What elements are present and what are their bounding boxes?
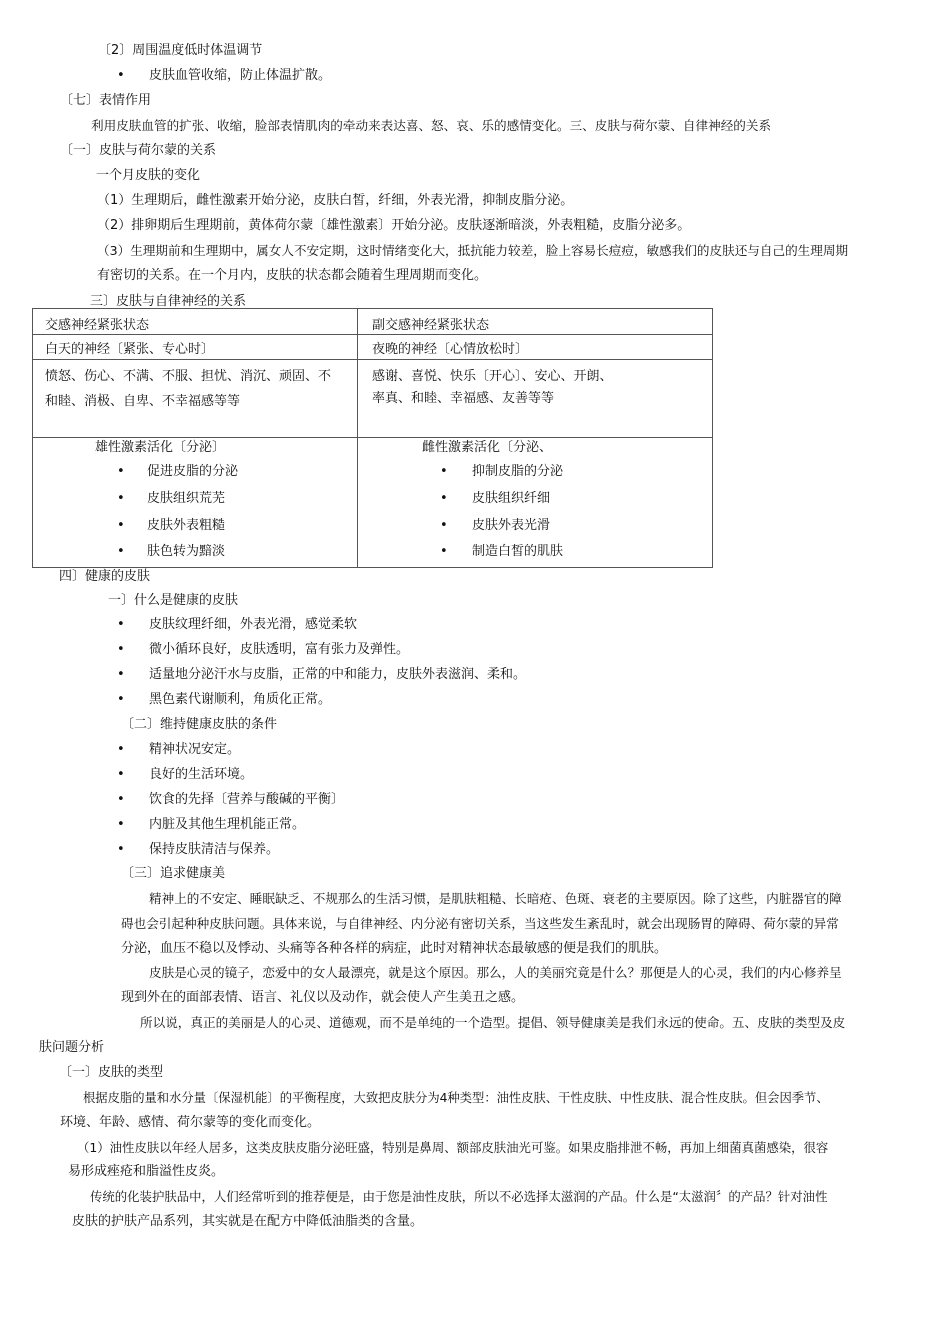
list-item: 皮肤纹理纤细，外表光滑，感觉柔软 (149, 617, 358, 632)
table-header-left: 交感神经紧张状态 (33, 309, 358, 335)
heading-hormone: 〔一〕皮肤与荷尔蒙的关系 (60, 143, 217, 158)
heading-expression: 〔七〕表情作用 (60, 93, 152, 108)
paragraph-line: （1）油性皮肤以年经人居多，这类皮肤皮脂分泌旺盛，特别是鼻周、额部皮肤油光可鉴。如果皮脂排泄不畅，再加上细菌真菌感染，很容 (77, 1140, 829, 1155)
list-item: 皮肤组织纤细 (472, 491, 551, 506)
list-item: 制造白皙的肌肤 (472, 544, 564, 559)
bullet-icon: • (117, 544, 125, 559)
subheading-month-change: 一个月皮肤的变化 (96, 168, 201, 183)
list-item: 适量地分泌汗水与皮脂，正常的中和能力，皮肤外表滋润、柔和。 (149, 667, 527, 682)
bullet-icon: • (117, 767, 125, 782)
bullet-icon: • (117, 692, 125, 707)
heading-healthy-skin: 四〕健康的皮肤 (59, 569, 151, 584)
heading-nerve: 三〕皮肤与自律神经的关系 (90, 294, 247, 309)
paragraph-line: 根据皮脂的量和水分量〔保湿机能〕的平衡程度，大致把皮肤分为4种类型：油性皮肤、干性皮肤、中性皮肤、混合性皮肤。但会因季节、 (83, 1091, 829, 1105)
bullet-icon: • (440, 491, 448, 506)
bullet-icon: • (117, 491, 125, 506)
bullet-icon: • (117, 792, 125, 807)
list-item: 微小循环良好，皮肤透明，富有张力及弹性。 (149, 642, 410, 657)
table-sub-right: 夜晚的神经〔心情放松时〕 (358, 335, 713, 360)
list-item: 皮肤外表粗糙 (147, 518, 226, 533)
list-item: 肤色转为黯淡 (147, 544, 226, 559)
paragraph-line: 皮肤是心灵的镜子，恋爱中的女人最漂亮，就是这个原因。那么，人的美丽究竟是什么？那便是人的心灵，我们的内心修养呈 (149, 965, 842, 980)
paragraph-line: 现到外在的面部表情、语言、礼仪以及动作，就会使人产生美丑之感。 (121, 990, 525, 1005)
table-header-right: 副交感神经紧张状态 (358, 309, 713, 335)
bullet-text: 皮肤血管收缩，防止体温扩散。 (149, 68, 332, 83)
list-item: 黑色素代谢顺利，角质化正常。 (149, 692, 332, 707)
bullet-icon: • (117, 642, 125, 657)
paragraph-line: 精神上的不安定、睡眠缺乏、不规那么的生活习惯，是肌肤粗糙、长暗疮、色斑、衰老的主要原因。除了这些，内脏器官的障 (149, 891, 842, 906)
bullet-icon: • (440, 464, 448, 479)
paragraph-line: 易形成痤疮和脂溢性皮炎。 (68, 1164, 225, 1179)
list-item: 饮食的先择〔营养与酸碱的平衡〕 (149, 792, 345, 807)
bullet-icon: • (117, 842, 125, 857)
list-item: 皮肤组织荒芜 (147, 491, 226, 506)
paragraph-line: 分泌，血压不稳以及悸动、头痛等各种各样的病症，此时对精神状态最敏感的便是我们的肌肤。 (121, 941, 668, 956)
nerve-comparison-table (32, 308, 713, 568)
bullet-icon: • (117, 817, 125, 832)
list-item: 保持皮肤清洁与保养。 (149, 842, 280, 857)
subheading-conditions: 〔二〕维持健康皮肤的条件 (121, 717, 278, 732)
paragraph-line: 皮肤的护肤产品系列，其实就是在配方中降低油脂类的含量。 (72, 1214, 424, 1229)
paragraph-line: 肤问题分析 (39, 1040, 105, 1055)
heading-skin-type: 〔一〕皮肤的类型 (59, 1065, 164, 1080)
bullet-icon: • (117, 518, 125, 533)
bullet-icon: • (117, 742, 125, 757)
paragraph-line: 所以说，真正的美丽是人的心灵、道德观，而不是单纯的一个造型。提倡、领导健康美是我们永远的使命。五、皮肤的类型及皮 (140, 1015, 846, 1030)
paragraph-phase-1: （1）生理期后，雌性激素开始分泌，皮肤白皙，纤细，外表光滑，抑制皮脂分泌。 (97, 193, 574, 208)
list-item: 皮肤外表光滑 (472, 518, 551, 533)
paragraph-line: 碍也会引起种种皮肤问题。具体来说，与自律神经、内分泌有密切关系，当这些发生紊乱时，就会出现肠胃的障碍、荷尔蒙的异常 (121, 916, 839, 931)
bullet-icon: • (440, 544, 448, 559)
subheading-temperature-regulation: 〔2〕周围温度低时体温调节 (98, 43, 263, 58)
list-item: 抑制皮脂的分泌 (472, 464, 564, 479)
table-emotions-left: 愤怒、伤心、不满、不服、担忧、消沉、顽固、不 和睦、消极、自卑、不幸福感等等 (33, 360, 358, 438)
hormone-label-left: 雄性激素活化〔分泌〕 (95, 440, 226, 455)
table-hormone-right (358, 438, 713, 568)
list-item: 促进皮脂的分泌 (147, 464, 239, 479)
list-item: 良好的生活环境。 (149, 767, 254, 782)
paragraph-line: 环境、年龄、感情、荷尔蒙等的变化而变化。 (60, 1115, 321, 1130)
list-item: 精神状况安定。 (149, 742, 241, 757)
paragraph-expression: 利用皮肤血管的扩张、收缩，脸部表情肌肉的牵动来表达喜、怒、哀、乐的感情变化。三、皮肤与荷尔蒙、自律神经的关系 (91, 118, 772, 133)
table-emotions-right: 感谢、喜悦、快乐〔开心〕、安心、开朗、 率真、和睦、幸福感、友善等等 (358, 360, 713, 438)
bullet-icon: • (117, 464, 125, 479)
bullet-icon: • (440, 518, 448, 533)
paragraph-line: 传统的化装护肤品中，人们经常听到的推荐便是，由于您是油性皮肤，所以不必选择太滋润的产品。什么是“太滋润〞的产品？针对油性 (90, 1189, 828, 1204)
paragraph-phase-3-cont: 有密切的关系。在一个月内，皮肤的状态都会随着生理周期而变化。 (97, 268, 488, 283)
bullet-icon: • (117, 617, 125, 632)
subheading-what-is-healthy: 一〕什么是健康的皮肤 (108, 593, 239, 608)
hormone-label-right: 雌性激素活化〔分泌、 (422, 440, 553, 455)
paragraph-phase-3: （3）生理期前和生理期中，属女人不安定期，这时情绪变化大，抵抗能力较差，脸上容易长痘痘，敏感我们的皮肤还与自己的生理周期 (97, 243, 849, 258)
table-hormone-left (33, 438, 358, 568)
bullet-icon: • (117, 68, 125, 83)
paragraph-phase-2: （2）排卵期后生理期前，黄体荷尔蒙〔雄性激素〕开始分泌。皮肤逐渐暗淡，外表粗糙，皮脂分泌多。 (97, 218, 691, 233)
bullet-icon: • (117, 667, 125, 682)
list-item: 内脏及其他生理机能正常。 (149, 817, 306, 832)
subheading-pursue-beauty: 〔三〕追求健康美 (121, 866, 226, 881)
table-sub-left: 白天的神经〔紧张、专心时〕 (33, 335, 358, 360)
